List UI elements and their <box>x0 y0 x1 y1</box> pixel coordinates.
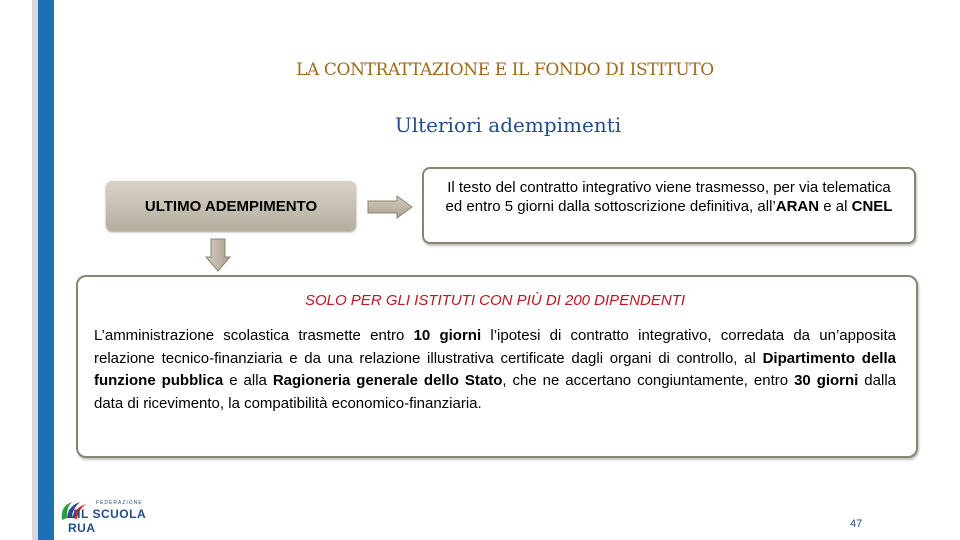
large-institutes-text <box>94 325 896 415</box>
transmission-info-box <box>422 167 916 244</box>
slide-title: LA CONTRATTAZIONE E IL FONDO DI ISTITUTO <box>296 60 714 80</box>
dfp-label: Dipartimento della funzione pubblica <box>94 349 896 389</box>
large-institutes-heading: SOLO PER GLI ISTITUTI CON PIÙ DI 200 DIPENDENTI <box>304 292 686 309</box>
deadline-30-days: 30 giorni <box>794 372 859 389</box>
info-text: Il testo del contratto integrativo viene trasmesso, per via telematica ed entro 5 giorni dalla sottoscrizione definitiva, all’ <box>445 179 891 215</box>
detail-text-2: l’ipotesi di contratto integrativo, corredata da un’apposita relazione tecnico-finanziaria e da una relazione illustrativa certificate dagli organi di controllo, al <box>94 327 896 367</box>
arrow-right-icon <box>367 195 413 219</box>
cnel-label: CNEL <box>851 198 893 215</box>
step-box <box>106 181 356 231</box>
aran-label: ARAN <box>775 198 820 215</box>
detail-text-4: , che ne accertano congiuntamente, entro <box>502 372 795 389</box>
detail-text-5: dalla data di ricevimento, la compatibilità economico-finanziaria. <box>94 372 896 412</box>
large-institutes-box <box>76 275 918 458</box>
detail-text-3: e alla <box>223 372 273 389</box>
rgs-label: Ragioneria generale dello Stato <box>272 372 503 389</box>
left-accent-bar <box>0 0 54 540</box>
logo-brand-text: UIL SCUOLA RUA <box>68 507 146 535</box>
page-number: 47 <box>850 518 863 530</box>
uil-scuola-logo <box>58 498 168 535</box>
arrow-down-icon <box>205 238 231 272</box>
step-label: ULTIMO ADEMPIMENTO <box>144 197 318 215</box>
deadline-10-days: 10 giorni <box>413 327 482 344</box>
slide-subtitle: Ulteriori adempimenti <box>394 113 622 137</box>
info-connector: e al <box>819 198 852 215</box>
logo-org-text: FEDERAZIONE <box>96 500 143 506</box>
left-blue-stripe <box>38 0 54 540</box>
detail-text-1: L’amministrazione scolastica trasmette entro <box>94 327 414 344</box>
